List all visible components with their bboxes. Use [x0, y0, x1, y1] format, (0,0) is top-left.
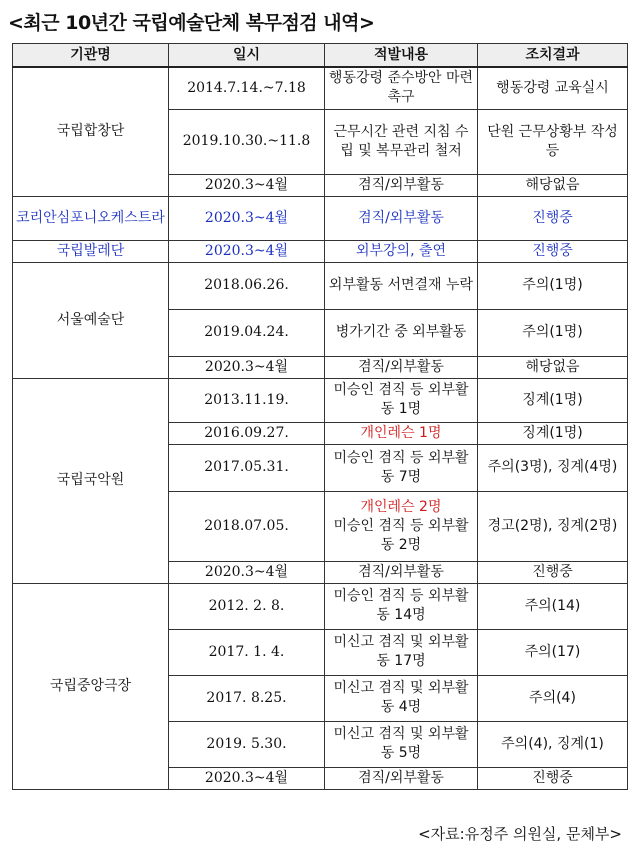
table-row [13, 67, 628, 109]
table-header-row [13, 44, 628, 68]
date-cell: 2016.09.27. [169, 422, 325, 444]
result-cell: 진행중 [478, 767, 628, 789]
date-cell: 2017. 1. 4. [169, 629, 325, 675]
content-cell: 미신고 겸직 및 외부활동 4명 [325, 675, 478, 721]
date-cell: 2013.11.19. [169, 378, 325, 422]
content-cell: 행동강령 준수방안 마련 촉구 [325, 67, 478, 109]
result-cell: 주의(1명) [478, 262, 628, 309]
header-content: 적발내용 [325, 44, 478, 68]
result-cell: 진행중 [478, 561, 628, 583]
audit-table [12, 43, 628, 790]
result-cell: 경고(2명), 징계(2명) [478, 491, 628, 561]
result-cell: 주의(1명) [478, 309, 628, 356]
date-cell: 2020.3~4월 [169, 240, 325, 262]
content-cell: 외부강의, 출연 [325, 240, 478, 262]
result-cell: 주의(14) [478, 583, 628, 629]
content-cell: 겸직/외부활동 [325, 356, 478, 378]
document-title: <최근 10년간 국립예술단체 복무점검 내역> [8, 12, 375, 34]
date-cell: 2017.05.31. [169, 444, 325, 491]
table-row [13, 378, 628, 422]
result-cell: 단원 근무상황부 작성 등 [478, 109, 628, 174]
org-cell: 서울예술단 [13, 262, 169, 378]
content-cell: 미승인 겸직 등 외부활동 7명 [325, 444, 478, 491]
date-cell: 2019.10.30.~11.8 [169, 109, 325, 174]
content-cell: 미승인 겸직 등 외부활동 1명 [325, 378, 478, 422]
result-cell: 진행중 [478, 196, 628, 240]
content-cell: 근무시간 관련 지침 수립 및 복무관리 철저 [325, 109, 478, 174]
result-cell: 주의(3명), 징계(4명) [478, 444, 628, 491]
result-cell: 주의(17) [478, 629, 628, 675]
header-result: 조치결과 [478, 44, 628, 68]
content-cell: 병가기간 중 외부활동 [325, 309, 478, 356]
table-row [13, 583, 628, 629]
content-cell: 개인레슨 2명 미승인 겸직 등 외부활동 2명 [325, 491, 478, 561]
content-cell: 외부활동 서면결재 누락 [325, 262, 478, 309]
org-cell: 코리안심포니오케스트라 [13, 196, 169, 240]
date-cell: 2012. 2. 8. [169, 583, 325, 629]
content-cell: 겸직/외부활동 [325, 174, 478, 196]
org-cell: 국립발레단 [13, 240, 169, 262]
result-cell: 징계(1명) [478, 422, 628, 444]
table-row [13, 196, 628, 240]
result-cell: 해당없음 [478, 356, 628, 378]
date-cell: 2019.04.24. [169, 309, 325, 356]
content-cell: 미신고 겸직 및 외부활동 17명 [325, 629, 478, 675]
result-cell: 진행중 [478, 240, 628, 262]
header-org: 기관명 [13, 44, 169, 68]
content-cell: 겸직/외부활동 [325, 561, 478, 583]
date-cell: 2020.3~4월 [169, 767, 325, 789]
org-cell: 국립합창단 [13, 67, 169, 196]
date-cell: 2018.07.05. [169, 491, 325, 561]
content-cell: 겸직/외부활동 [325, 196, 478, 240]
result-cell: 주의(4) [478, 675, 628, 721]
org-cell: 국립국악원 [13, 378, 169, 583]
content-cell: 개인레슨 1명 [325, 422, 478, 444]
content-cell: 미승인 겸직 등 외부활동 14명 [325, 583, 478, 629]
date-cell: 2014.7.14.~7.18 [169, 67, 325, 109]
result-cell: 주의(4), 징계(1) [478, 721, 628, 767]
result-cell: 해당없음 [478, 174, 628, 196]
header-date: 일시 [169, 44, 325, 68]
date-cell: 2019. 5.30. [169, 721, 325, 767]
content-cell: 미신고 겸직 및 외부활동 5명 [325, 721, 478, 767]
content-cell: 겸직/외부활동 [325, 767, 478, 789]
org-cell: 국립중앙극장 [13, 583, 169, 789]
result-cell: 징계(1명) [478, 378, 628, 422]
result-cell: 행동강령 교육실시 [478, 67, 628, 109]
source-note: <자료:유정주 의원실, 문체부> [418, 825, 622, 843]
date-cell: 2020.3~4월 [169, 561, 325, 583]
date-cell: 2020.3~4월 [169, 174, 325, 196]
date-cell: 2017. 8.25. [169, 675, 325, 721]
date-cell: 2018.06.26. [169, 262, 325, 309]
table-row [13, 240, 628, 262]
date-cell: 2020.3~4월 [169, 356, 325, 378]
table-row [13, 262, 628, 309]
date-cell: 2020.3~4월 [169, 196, 325, 240]
